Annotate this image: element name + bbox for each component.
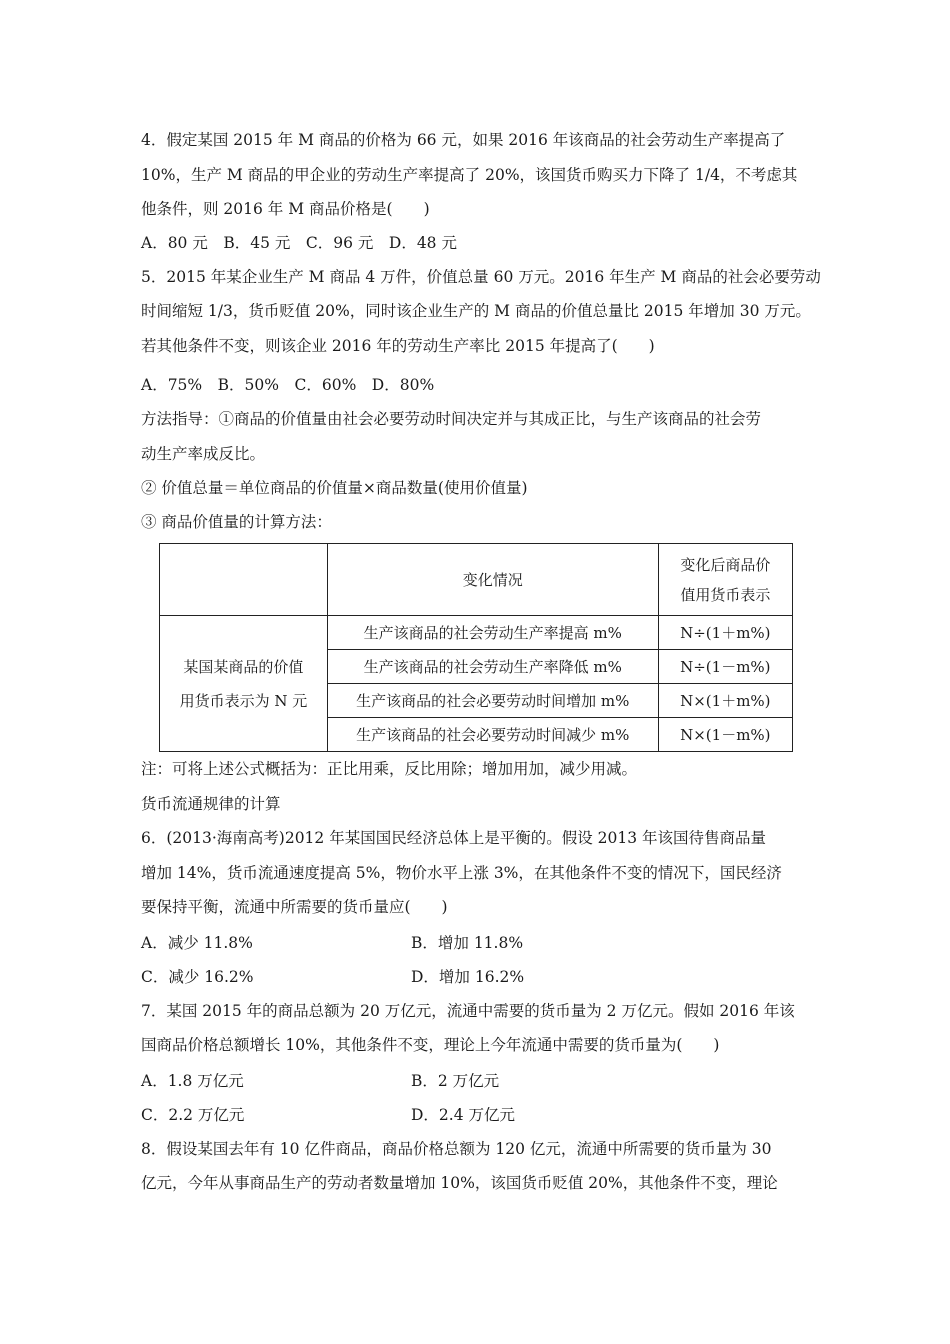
- table-cell-result: N÷(1－m%): [658, 650, 792, 684]
- q5-line-1: 5．2015 年某企业生产 M 商品 4 万件，价值总量 60 万元。2016 年生产 M 商品的社会必要劳动: [141, 268, 821, 286]
- method-line-3: ② 价值总量＝单位商品的价值量×商品数量(使用价值量): [141, 479, 528, 497]
- q4-line-1: 4．假定某国 2015 年 M 商品的价格为 66 元，如果 2016 年该商品的社会劳动生产率提高了: [141, 131, 786, 149]
- q7-option-d: D．2.4 万亿元: [411, 1106, 516, 1124]
- formula-note: 注：可将上述公式概括为：正比用乘，反比用除；增加用加，减少用减。: [141, 760, 638, 778]
- q6-option-b: B．增加 11.8%: [411, 934, 524, 952]
- table-header-row: [160, 544, 793, 616]
- table-cell-result: N×(1－m%): [658, 718, 792, 752]
- table-header-result-line-2: 值用货币表示: [680, 585, 771, 604]
- q6-option-c: C．减少 16.2%: [141, 968, 254, 986]
- table-row-label-line-1: 某国某商品的价值: [183, 657, 304, 676]
- table-header-change: 变化情况: [327, 544, 658, 616]
- q7-option-c: C．2.2 万亿元: [141, 1106, 245, 1124]
- q6-option-a: A．减少 11.8%: [141, 934, 253, 952]
- q6-line-3: 要保持平衡，流通中所需要的货币量应( ): [141, 898, 448, 916]
- section-title: 货币流通规律的计算: [141, 795, 281, 813]
- q4-line-3: 他条件，则 2016 年 M 商品价格是( ): [141, 200, 430, 218]
- table-header-blank: [160, 544, 328, 616]
- table-header-result: [658, 544, 792, 616]
- table-header-result-line-1: 变化后商品价: [680, 555, 771, 574]
- q5-line-2: 时间缩短 1/3，货币贬值 20%，同时该企业生产的 M 商品的价值总量比 2015 年增加 30 万元。: [141, 302, 811, 320]
- q5-line-3: 若其他条件不变，则该企业 2016 年的劳动生产率比 2015 年提高了( ): [141, 337, 655, 355]
- q8-line-1: 8．假设某国去年有 10 亿件商品，商品价格总额为 120 亿元，流通中所需要的货币量为 30: [141, 1140, 772, 1158]
- table-cell-result: N×(1＋m%): [658, 684, 792, 718]
- q7-line-1: 7．某国 2015 年的商品总额为 20 万亿元，流通中需要的货币量为 2 万亿元。假如 2016 年该: [141, 1002, 795, 1020]
- q7-option-b: B．2 万亿元: [411, 1072, 500, 1090]
- q4-options: A．80 元 B．45 元 C．96 元 D．48 元: [141, 234, 457, 252]
- table-cell-change: 生产该商品的社会必要劳动时间减少 m%: [327, 718, 658, 752]
- q4-line-2: 10%，生产 M 商品的甲企业的劳动生产率提高了 20%，该国货币购买力下降了 1/4，不考虑其: [141, 166, 798, 184]
- method-line-4: ③ 商品价值量的计算方法：: [141, 513, 332, 531]
- table-cell-change: 生产该商品的社会必要劳动时间增加 m%: [327, 684, 658, 718]
- q5-options: A．75% B．50% C．60% D．80%: [141, 376, 435, 394]
- q8-line-2: 亿元，今年从事商品生产的劳动者数量增加 10%，该国货币贬值 20%，其他条件不变，理论: [141, 1174, 778, 1192]
- q6-line-2: 增加 14%，货币流通速度提高 5%，物价水平上涨 3%，在其他条件不变的情况下，国民经济: [141, 864, 782, 882]
- q7-option-a: A．1.8 万亿元: [141, 1072, 244, 1090]
- q6-option-d: D．增加 16.2%: [411, 968, 525, 986]
- table-row-label: [160, 616, 328, 752]
- method-line-2: 动生产率成反比。: [141, 445, 266, 463]
- table-cell-change: 生产该商品的社会劳动生产率提高 m%: [327, 616, 658, 650]
- method-line-1: 方法指导：①商品的价值量由社会必要劳动时间决定并与其成正比，与生产该商品的社会劳: [141, 410, 762, 428]
- table-row: [160, 616, 793, 650]
- q6-line-1: 6．(2013·海南高考)2012 年某国国民经济总体上是平衡的。假设 2013 年该国待售商品量: [141, 829, 767, 847]
- value-calculation-table: [159, 543, 793, 752]
- table-cell-result: N÷(1＋m%): [658, 616, 792, 650]
- table-cell-change: 生产该商品的社会劳动生产率降低 m%: [327, 650, 658, 684]
- q7-line-2: 国商品价格总额增长 10%，其他条件不变，理论上今年流通中需要的货币量为( ): [141, 1036, 720, 1054]
- table-row-label-line-2: 用货币表示为 N 元: [179, 691, 308, 710]
